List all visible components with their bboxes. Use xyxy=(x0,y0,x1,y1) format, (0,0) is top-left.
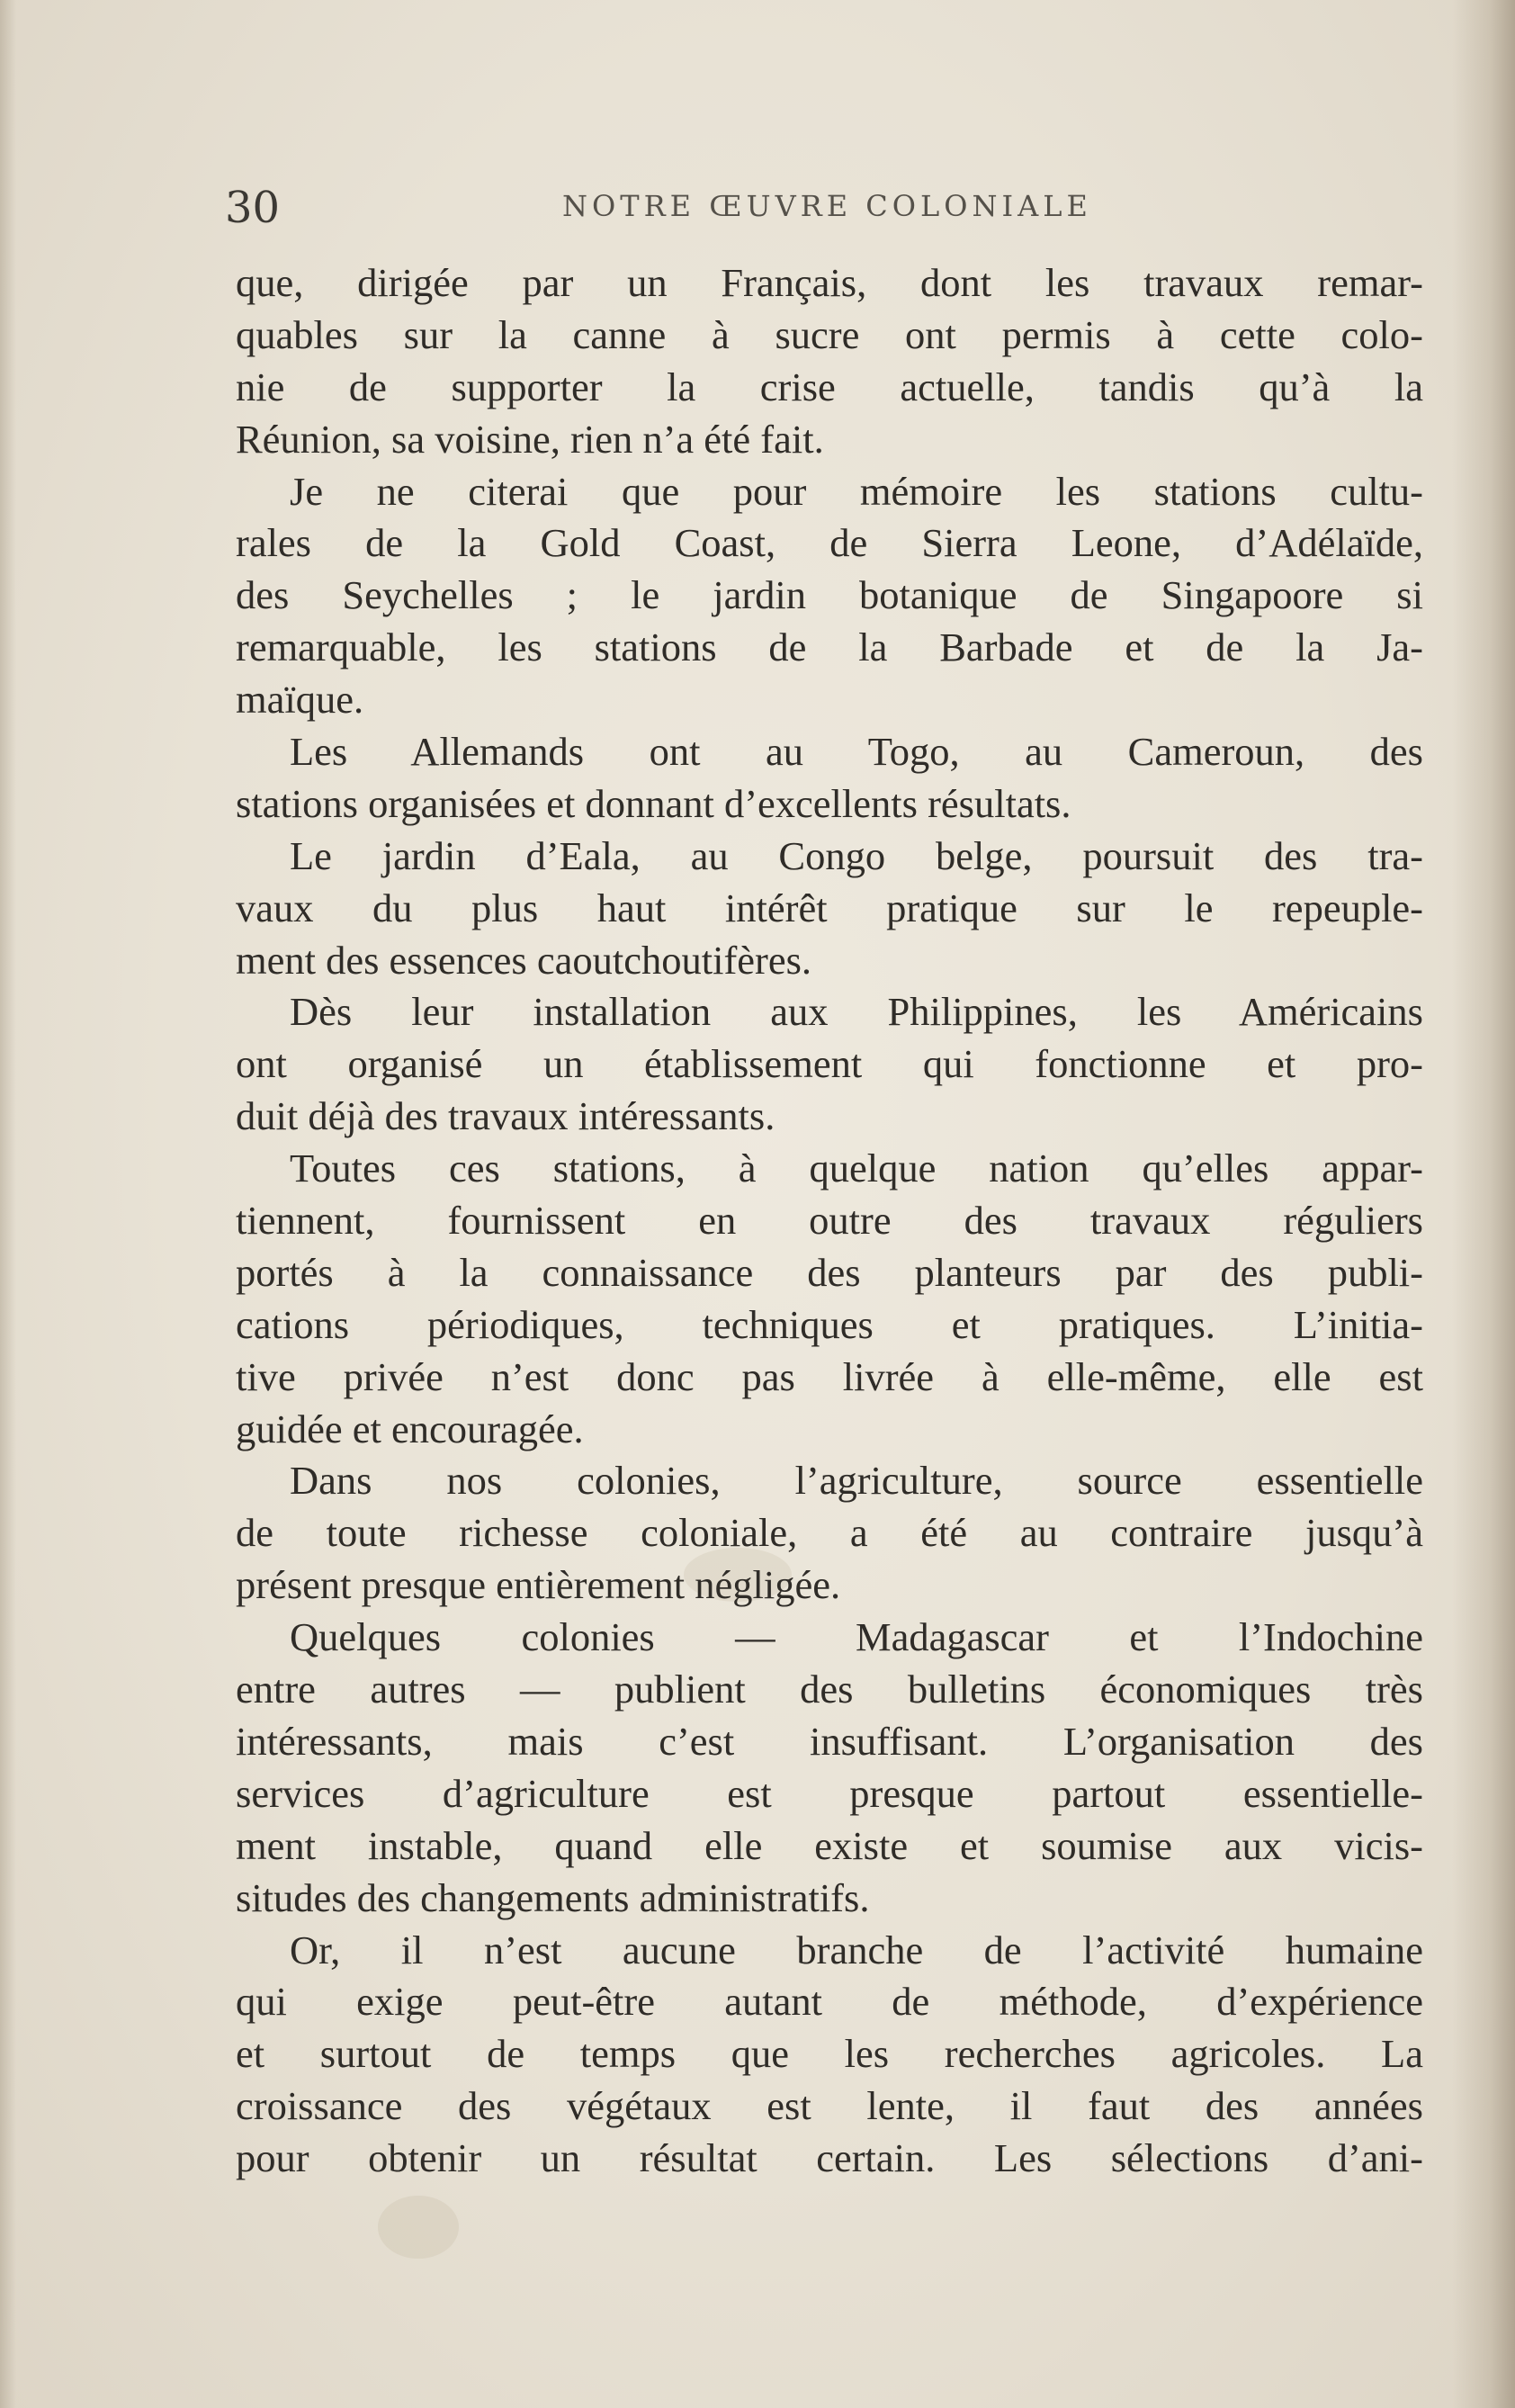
text-line: stations organisées et donnant d’excellents résultats. xyxy=(236,780,1071,826)
text-line: nie de supporter la crise actuelle, tandis qu’à la xyxy=(236,364,1423,409)
text-line: guidée et encouragée. xyxy=(236,1406,584,1451)
page-left-edge xyxy=(0,0,16,2408)
text-line: que, dirigée par un Français, dont les travaux remar- xyxy=(236,260,1423,305)
text-line: Les Allemands ont au Togo, au Cameroun, des xyxy=(290,729,1423,775)
text-line: ont organisé un établissement qui fonctionne et pro- xyxy=(236,1041,1423,1087)
text-line: quables sur la canne à sucre ont permis à cette colo- xyxy=(236,311,1423,357)
text-line: maïque. xyxy=(236,677,364,723)
text-line: cations périodiques, techniques et pratiques. L’initia- xyxy=(236,1301,1423,1347)
text-line: tiennent, fournissent en outre des travaux réguliers xyxy=(236,1198,1423,1244)
text-line: vaux du plus haut intérêt pratique sur le repeuple- xyxy=(236,885,1423,930)
text-line: Or, il n’est aucune branche de l’activité humaine xyxy=(290,1927,1423,1972)
running-header xyxy=(225,176,1251,239)
text-line: ment des essences caoutchoutifères. xyxy=(236,937,812,983)
text-line: entre autres — publient des bulletins économiques très xyxy=(236,1667,1423,1712)
text-line: tive privée n’est donc pas livrée à elle-même, elle est xyxy=(236,1353,1423,1399)
running-title: NOTRE ŒUVRE COLONIALE xyxy=(562,189,1092,223)
text-line: des Seychelles ; le jardin botanique de Singapoore si xyxy=(236,572,1423,618)
text-line: situdes des changements administratifs. xyxy=(236,1874,870,1920)
text-line: portés à la connaissance des planteurs par des publi- xyxy=(236,1249,1423,1295)
text-line: ment instable, quand elle existe et soumise aux vicis- xyxy=(236,1822,1423,1868)
text-line: de toute richesse coloniale, a été au contraire jusqu’à xyxy=(236,1510,1423,1556)
body-text xyxy=(236,257,1423,2185)
text-line: Dès leur installation aux Philippines, les Américains xyxy=(290,989,1423,1035)
page-number: 30 xyxy=(225,183,281,233)
text-line: Toutes ces stations, à quelque nation qu’elles appar- xyxy=(290,1146,1423,1191)
page-gutter-shadow xyxy=(1452,0,1515,2408)
paper-stain xyxy=(378,2196,459,2259)
text-line: duit déjà des travaux intéressants. xyxy=(236,1093,775,1139)
text-line: et surtout de temps que les recherches agricoles. La xyxy=(236,2031,1423,2077)
text-line: intéressants, mais c’est insuffisant. L’organisation des xyxy=(236,1718,1423,1764)
text-line: rales de la Gold Coast, de Sierra Leone, d’Adélaïde, xyxy=(236,520,1423,566)
text-line: Je ne citerai que pour mémoire les stations cultu- xyxy=(290,468,1423,514)
text-line: présent presque entièrement négligée. xyxy=(236,1562,841,1608)
text-line: pour obtenir un résultat certain. Les sélections d’ani- xyxy=(236,2135,1423,2181)
text-line: remarquable, les stations de la Barbade et de la Ja- xyxy=(236,624,1423,670)
text-line: services d’agriculture est presque partout essentielle- xyxy=(236,1770,1423,1816)
text-line: Dans nos colonies, l’agriculture, source essentielle xyxy=(290,1458,1423,1504)
text-line: Le jardin d’Eala, au Congo belge, poursuit des tra- xyxy=(290,832,1423,878)
text-line: Réunion, sa voisine, rien n’a été fait. xyxy=(236,416,824,462)
text-line: croissance des végétaux est lente, il faut des années xyxy=(236,2083,1423,2129)
text-line: Quelques colonies — Madagascar et l’Indochine xyxy=(290,1614,1423,1660)
text-line: qui exige peut-être autant de méthode, d’expérience xyxy=(236,1979,1423,2025)
